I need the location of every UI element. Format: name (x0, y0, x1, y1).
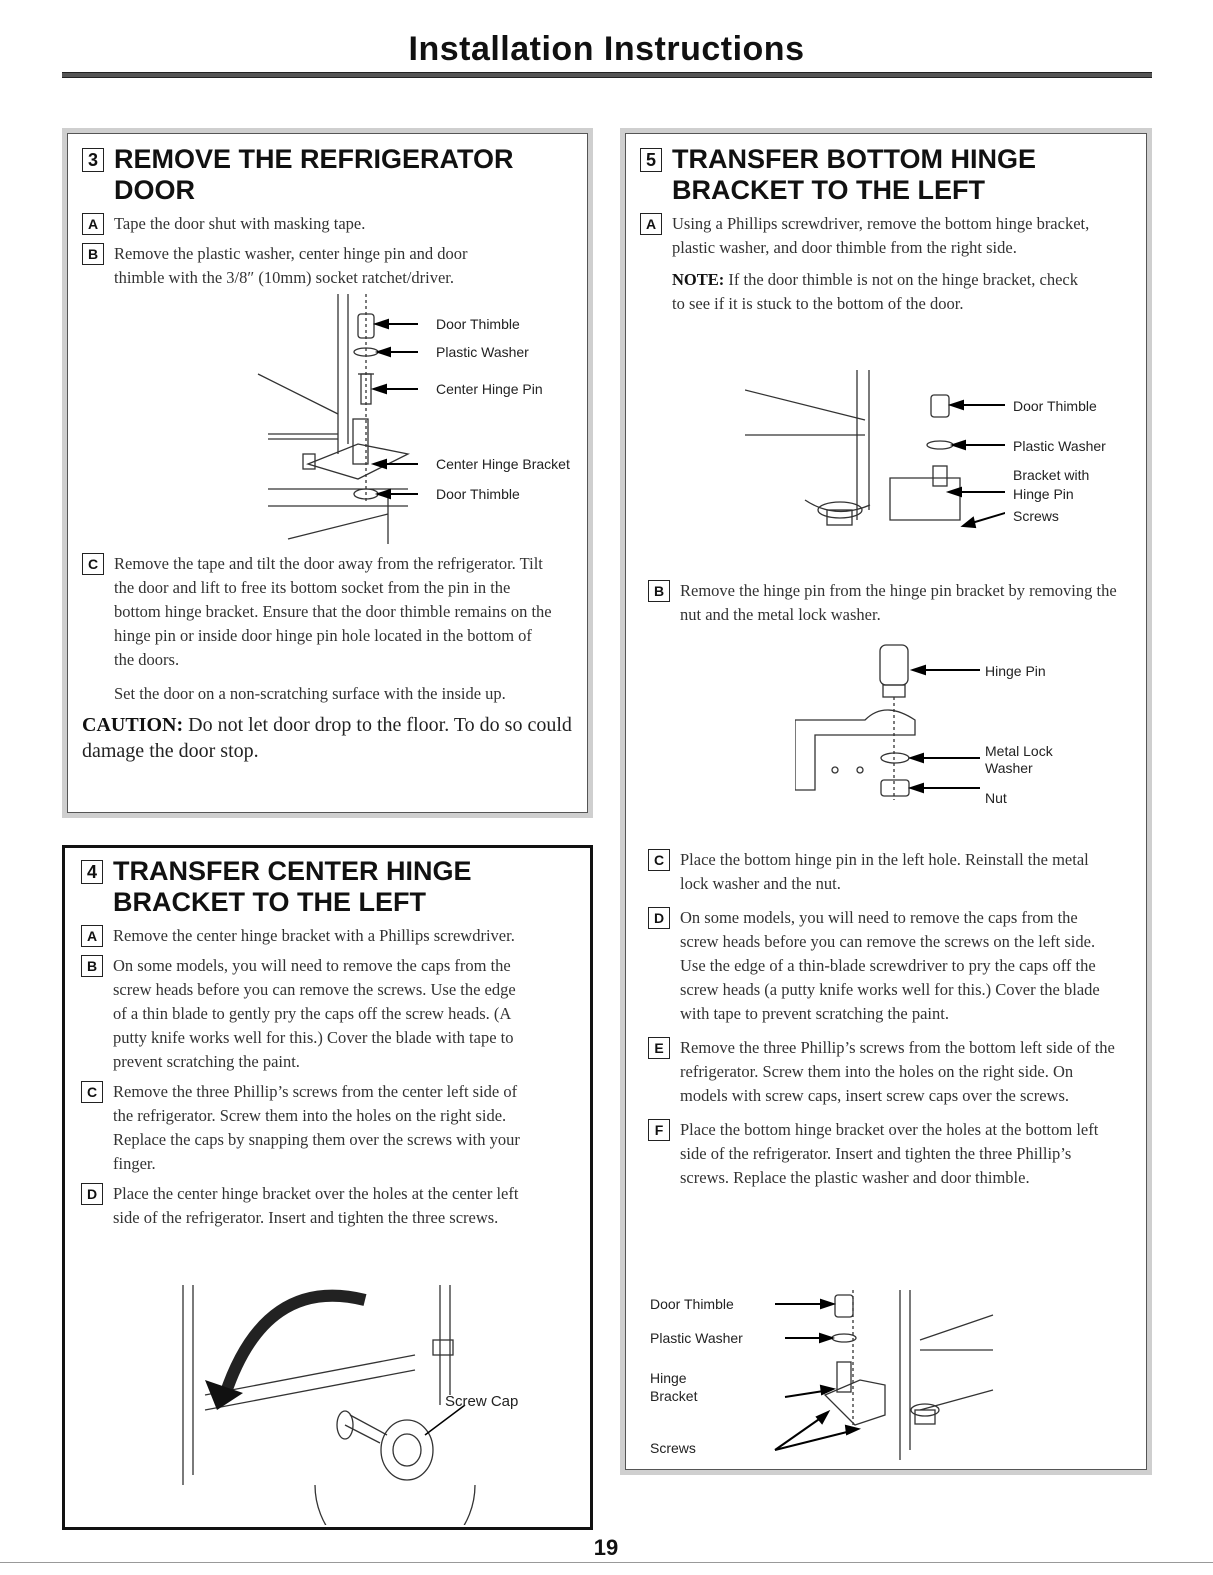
step-text: Place the bottom hinge bracket over the holes at the bottom left side of the refrigerator. Insert and tighten the three Phillip’s screws. Replace the plastic washer and door thimble. (680, 1120, 1099, 1187)
step-c (81, 1080, 531, 1176)
step-letter: C (81, 1081, 103, 1103)
caution (82, 712, 582, 764)
step-f (648, 1118, 1118, 1190)
step-letter: D (648, 907, 670, 929)
step-text: Remove the three Phillip’s screws from the bottom left side of the refrigerator. Screw them into the holes on the right side. On models with screw caps, insert screw caps over the screws. (680, 1038, 1115, 1105)
step-letter: A (640, 213, 662, 235)
step-a (81, 924, 531, 948)
figure-label: Door Thimble (436, 486, 520, 502)
step-text: Place the center hinge bracket over the holes at the center left side of the refrigerator. Insert and tighten the three screws. (113, 1184, 519, 1227)
step-text: Remove the plastic washer, center hinge pin and door thimble with the 3/8″ (10mm) socket ratchet/driver. (114, 244, 468, 287)
figure-label: Plastic Washer (1013, 438, 1106, 454)
step-text: Remove the center hinge bracket with a Phillips screwdriver. (113, 926, 515, 945)
hinge-pin-figure (795, 640, 985, 810)
figure-label: Center Hinge Pin (436, 381, 543, 397)
step-letter: B (81, 955, 103, 977)
step-b (82, 242, 502, 290)
step-text: Remove the tape and tilt the door away from the refrigerator. Tilt the door and lift to free its bottom socket from the pin in the bottom hinge bracket. Ensure that the door thimble remains on the hinge pin or inside door hinge pin hole located in the bottom of the doors. (114, 554, 552, 669)
figure-label: Nut (985, 790, 1007, 806)
bottom-hinge-figure (745, 370, 1005, 550)
step-b (648, 579, 1118, 627)
figure-label: Washer (985, 760, 1033, 776)
step-letter: B (82, 243, 104, 265)
step-letter: C (82, 553, 104, 575)
section-heading (81, 856, 574, 918)
step-text: Remove the hinge pin from the hinge pin bracket by removing the nut and the metal lock washer. (680, 581, 1117, 624)
section-remove-door (62, 128, 593, 818)
step-d (81, 1182, 531, 1230)
section-title: REMOVE THE REFRIGERATOR DOOR (114, 144, 514, 205)
note (672, 268, 1092, 316)
step-text: Place the bottom hinge pin in the left hole. Reinstall the metal lock washer and the nut. (680, 850, 1089, 893)
step-letter: F (648, 1119, 670, 1141)
figure-label: Hinge Pin (985, 663, 1046, 679)
figure-label: Plastic Washer (436, 344, 529, 360)
section-heading (640, 144, 1136, 206)
figure-label: Hinge (650, 1370, 687, 1386)
figure-label: Bracket (650, 1388, 698, 1404)
figure-label: Door Thimble (650, 1296, 734, 1312)
figure-label: Plastic Washer (650, 1330, 743, 1346)
step-a (82, 212, 577, 236)
step-d (648, 906, 1118, 1026)
figure-label: Center Hinge Bracket (436, 456, 570, 472)
center-hinge-figure (248, 294, 588, 554)
step-letter: D (81, 1183, 103, 1205)
step-letter: A (81, 925, 103, 947)
section-heading (82, 144, 577, 206)
caution-text: Do not let door drop to the floor. To do so could damage the door stop. (82, 714, 572, 762)
step-text: On some models, you will need to remove the caps from the screw heads before you can remove the screws on the left side. Use the edge of a thin-blade screwdriver to pry the caps off the screw heads (a putty knife works well for this.) Cover the blade with tape to prevent scratching the paint. (680, 908, 1100, 1023)
step-c (82, 552, 552, 672)
bottom-rule (0, 1562, 1213, 1563)
step-text: Using a Phillips screwdriver, remove the bottom hinge bracket, plastic washer, and door thimble from the right side. (672, 214, 1090, 257)
figure-label: Bracket with (1013, 467, 1090, 483)
step-text: Tape the door shut with masking tape. (114, 214, 366, 233)
figure-label: Screw Cap (445, 1393, 519, 1410)
section-number: 4 (81, 860, 103, 884)
figure-label: Door Thimble (436, 316, 520, 332)
note-text: If the door thimble is not on the hinge bracket, check to see if it is stuck to the bottom of the door. (672, 270, 1078, 313)
figure-label: Screws (650, 1440, 696, 1456)
step-c (648, 848, 1118, 896)
section-number: 3 (82, 148, 104, 172)
section-title: TRANSFER BOTTOM HINGE BRACKET TO THE LEFT (672, 144, 1036, 205)
page-title: Installation Instructions (408, 30, 805, 68)
figure-label: Screws (1013, 508, 1059, 524)
step-letter: E (648, 1037, 670, 1059)
step-letter: A (82, 213, 104, 235)
note-label: NOTE: (672, 270, 725, 289)
section-number: 5 (640, 148, 662, 172)
bottom-left-hinge-figure (745, 1290, 995, 1470)
step-b (81, 954, 531, 1074)
section-title: TRANSFER CENTER HINGE BRACKET TO THE LEFT (113, 856, 472, 917)
title-rule (62, 72, 1152, 78)
step-text: On some models, you will need to remove the caps from the screw heads before you can remove the screws. Use the edge of a thin blade to gently pry the caps off the screw heads. (A putty knife works well for this.) Cover the blade with tape to prevent scratching the paint. (113, 956, 516, 1071)
step-letter: B (648, 580, 670, 602)
figure-label: Metal Lock (985, 743, 1053, 759)
step-a (640, 212, 1110, 260)
page-number: 19 (593, 1535, 619, 1560)
figure-label: Hinge Pin (1013, 486, 1074, 502)
step-e (648, 1036, 1118, 1108)
caution-label: CAUTION: (82, 714, 184, 736)
step-c-extra: Set the door on a non-scratching surface with the inside up. (114, 684, 506, 703)
step-letter: C (648, 849, 670, 871)
step-text: Remove the three Phillip’s screws from the center left side of the refrigerator. Screw them into the holes on the right side. Replace the caps by snapping them over the screws with your finger. (113, 1082, 520, 1173)
figure-label: Door Thimble (1013, 398, 1097, 414)
